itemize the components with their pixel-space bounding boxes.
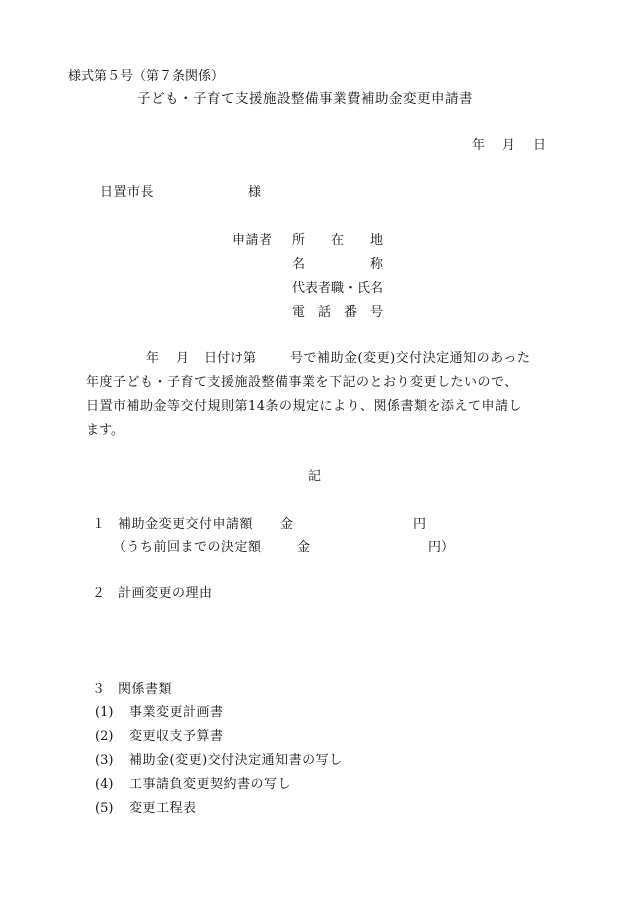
- body-no-text: 号で補助金(変更)交付決定通知のあった: [290, 351, 531, 366]
- applicant-field-phone: 電 話 番 号: [292, 305, 384, 320]
- body-month: 月: [176, 351, 190, 366]
- applicant-field-name: 名 称: [292, 257, 384, 272]
- item-3-label: 関係書類: [118, 682, 173, 697]
- body-line-4: ます。: [86, 423, 124, 438]
- item-1-sub-yen: 円）: [428, 540, 455, 555]
- item-1-number: １: [92, 517, 106, 532]
- doc-2-number: (2): [95, 729, 114, 744]
- doc-3-text: 補助金(変更)交付決定通知書の写し: [129, 753, 343, 768]
- document-title: 子ども・子育て支援施設整備事業費補助金変更申請書: [137, 91, 473, 107]
- doc-5-number: (5): [95, 801, 114, 816]
- body-line-2: 年度子ども・子育て支援施設整備事業を下記のとおり変更したいので、: [86, 375, 518, 390]
- date-month: 月: [502, 138, 516, 153]
- item-1-yen: 円: [413, 517, 427, 532]
- doc-4-text: 工事請負変更契約書の写し: [129, 777, 292, 792]
- date-year: 年: [472, 138, 486, 153]
- body-line-3: 日置市補助金等交付規則第14条の規定により、関係書類を添えて申請し: [86, 399, 523, 414]
- addressee-honorific: 様: [248, 185, 262, 200]
- doc-1-text: 事業変更計画書: [129, 705, 224, 720]
- doc-5-text: 変更工程表: [129, 801, 197, 816]
- item-3-number: ３: [92, 682, 106, 697]
- ki-heading: 記: [308, 469, 322, 484]
- body-year: 年: [146, 351, 160, 366]
- item-2-number: ２: [92, 586, 106, 601]
- item-1-label: 補助金変更交付申請額: [118, 517, 254, 532]
- body-date-no: 日付け第: [204, 351, 257, 366]
- applicant-label: 申請者: [232, 233, 273, 248]
- item-2-label: 計画変更の理由: [118, 586, 213, 601]
- date-day: 日: [533, 138, 547, 153]
- form-number: 様式第５号（第７条関係）: [68, 69, 225, 84]
- applicant-field-address: 所 在 地: [292, 233, 384, 248]
- applicant-field-representative: 代表者職・氏名: [292, 281, 384, 296]
- doc-4-number: (4): [95, 777, 114, 792]
- doc-3-number: (3): [95, 753, 114, 768]
- addressee-name: 日置市長: [100, 185, 155, 200]
- item-1-sub-kin: 金: [297, 540, 311, 555]
- item-1-kin: 金: [280, 517, 294, 532]
- doc-1-number: (1): [95, 705, 114, 720]
- doc-2-text: 変更収支予算書: [129, 729, 224, 744]
- item-1-sub-label: （うち前回までの決定額: [113, 540, 262, 555]
